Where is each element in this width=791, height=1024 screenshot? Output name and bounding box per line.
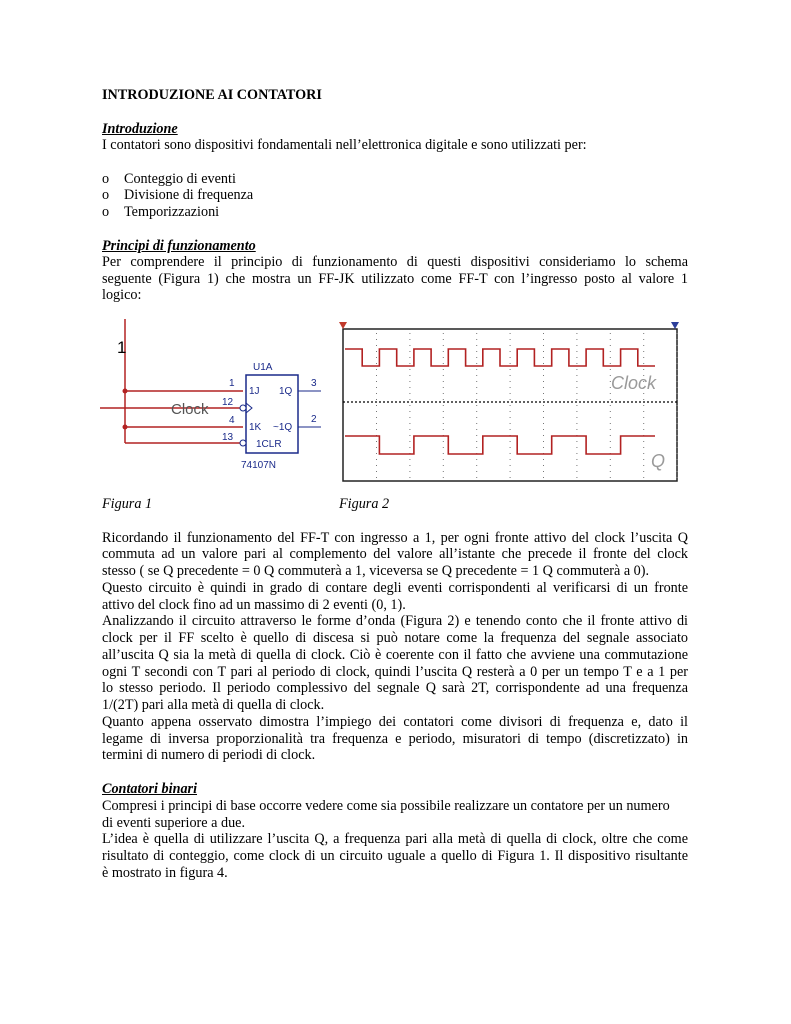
grid-dot: [409, 339, 410, 340]
grid-dot: [409, 459, 410, 460]
grid-dot: [476, 333, 477, 334]
grid-dot: [510, 429, 511, 430]
section-heading-principi: Principi di funzionamento: [102, 238, 256, 254]
grid-dot: [443, 459, 444, 460]
grid-dot: [677, 459, 678, 460]
grid-dot: [610, 411, 611, 412]
grid-dot: [409, 435, 410, 436]
left-marker-icon: [339, 322, 347, 329]
grid-dot: [677, 345, 678, 346]
paragraph-line: è mostrato in figura 4.: [102, 865, 228, 881]
chip-part-number: 74107N: [241, 460, 277, 471]
clr-bubble: [240, 440, 246, 446]
paragraph-line: L’idea è quella di utilizzare l’uscita Q, a frequenza pari alla metà di quella di clock, oltre che come: [102, 831, 688, 847]
grid-dot: [610, 423, 611, 424]
figure-2-waveforms: [337, 318, 685, 486]
grid-dot: [376, 465, 377, 466]
grid-dot: [443, 393, 444, 394]
grid-dot: [376, 387, 377, 388]
grid-dot: [510, 471, 511, 472]
grid-dot: [476, 357, 477, 358]
junction-dot: [123, 425, 128, 430]
grid-dot: [610, 477, 611, 478]
grid-dot: [443, 477, 444, 478]
grid-dot: [476, 387, 477, 388]
chip-designator: U1A: [253, 362, 273, 373]
grid-dot: [643, 393, 644, 394]
grid-dot: [543, 447, 544, 448]
grid-dot: [476, 423, 477, 424]
grid-dot: [576, 453, 577, 454]
grid-dot: [610, 339, 611, 340]
grid-dot: [543, 369, 544, 370]
paragraph-line: legame di inversa proporzionalità tra frequenza e periodo, misuratori di tempo (discretizzato) in: [102, 731, 688, 747]
grid-dot: [610, 369, 611, 370]
grid-dot: [643, 429, 644, 430]
grid-dot: [443, 471, 444, 472]
grid-dot: [376, 471, 377, 472]
grid-dot: [677, 351, 678, 352]
grid-dot: [576, 459, 577, 460]
grid-dot: [576, 345, 577, 346]
grid-dot: [476, 447, 477, 448]
pin-number-nq: 2: [311, 414, 317, 425]
paragraph-line: lo stesso periodo. Il periodo complessivo del segnale Q sarà 2T, corrispondente ad una frequenza: [102, 680, 688, 696]
grid-dot: [543, 405, 544, 406]
bullet-marker: o: [102, 171, 110, 187]
grid-dot: [677, 393, 678, 394]
grid-dot: [376, 369, 377, 370]
grid-dot: [677, 465, 678, 466]
grid-dot: [643, 465, 644, 466]
grid-dot: [677, 429, 678, 430]
paragraph-line: Ricordando il funzionamento del FF-T con ingresso a 1, per ogni fronte attivo del clock l’uscita Q: [102, 530, 688, 546]
grid-dot: [643, 345, 644, 346]
grid-dot: [576, 423, 577, 424]
grid-dot: [643, 477, 644, 478]
grid-dot: [443, 441, 444, 442]
paragraph-line: logico:: [102, 287, 142, 303]
grid-dot: [677, 435, 678, 436]
grid-dot: [643, 405, 644, 406]
pin-number-q: 3: [311, 378, 317, 389]
grid-dot: [576, 363, 577, 364]
grid-dot: [376, 411, 377, 412]
grid-dot: [376, 423, 377, 424]
grid-dot: [510, 333, 511, 334]
grid-dot: [476, 417, 477, 418]
grid-dot: [610, 393, 611, 394]
grid-dot: [443, 465, 444, 466]
grid-dot: [476, 435, 477, 436]
grid-dot: [610, 357, 611, 358]
right-marker-icon: [671, 322, 679, 329]
grid-dot: [643, 471, 644, 472]
grid-dot: [443, 411, 444, 412]
grid-dot: [443, 453, 444, 454]
paragraph-line: ogni T secondi con T pari al periodo di clock, quindi l’uscita Q resterà a 0 per un tempo T e a 1 per: [102, 664, 688, 680]
paragraph-line: Quanto appena osservato dimostra l’impiego dei contatori come divisori di frequenza e, dato il: [102, 714, 688, 730]
paragraph-line: Questo circuito è quindi in grado di contare degli eventi corrispondenti al verificarsi di un fronte: [102, 580, 688, 596]
grid-dot: [576, 333, 577, 334]
grid-dot: [543, 429, 544, 430]
grid-dot: [443, 417, 444, 418]
paragraph-line: seguente (Figura 1) che mostra un FF-JK utilizzato come FF-T con l’ingresso posto al valore 1: [102, 271, 688, 287]
grid-dot: [376, 363, 377, 364]
figure-1-schematic: [95, 315, 330, 480]
grid-dot: [543, 357, 544, 358]
grid-dot: [677, 423, 678, 424]
document-title: INTRODUZIONE AI CONTATORI: [102, 87, 322, 103]
grid-dot: [610, 363, 611, 364]
grid-dot: [376, 393, 377, 394]
grid-dot: [543, 417, 544, 418]
grid-dot: [476, 393, 477, 394]
grid-dot: [576, 399, 577, 400]
grid-dot: [409, 381, 410, 382]
grid-dot: [543, 465, 544, 466]
grid-dot: [510, 357, 511, 358]
grid-dot: [576, 351, 577, 352]
grid-dot: [409, 369, 410, 370]
grid-dot: [543, 459, 544, 460]
grid-dot: [510, 411, 511, 412]
grid-dot: [543, 399, 544, 400]
grid-dot: [543, 435, 544, 436]
grid-dot: [677, 375, 678, 376]
grid-dot: [543, 375, 544, 376]
grid-dot: [409, 477, 410, 478]
paragraph-line: attivo del clock fino ad un massimo di 2 eventi (0, 1).: [102, 597, 406, 613]
grid-dot: [543, 351, 544, 352]
grid-dot: [510, 477, 511, 478]
grid-dot: [610, 417, 611, 418]
list-item: o Conteggio di eventi: [102, 171, 236, 187]
grid-dot: [443, 357, 444, 358]
grid-dot: [443, 423, 444, 424]
grid-dot: [610, 345, 611, 346]
grid-dot: [677, 447, 678, 448]
grid-dot: [510, 339, 511, 340]
grid-dot: [576, 369, 577, 370]
paragraph-line: risultato di conteggio, come clock di un circuito uguale a quello di Figura 1. Il dispositivo risultante: [102, 848, 688, 864]
grid-dot: [643, 399, 644, 400]
grid-dot: [677, 477, 678, 478]
paragraph-line: Per comprendere il principio di funzionamento di questi dispositivi consideriamo lo schema: [102, 254, 688, 270]
grid-dot: [610, 459, 611, 460]
grid-dot: [576, 465, 577, 466]
grid-dot: [376, 417, 377, 418]
grid-dot: [510, 447, 511, 448]
grid-dot: [476, 459, 477, 460]
pin-label-1clr: 1CLR: [256, 439, 282, 450]
grid-dot: [677, 441, 678, 442]
grid-dot: [376, 375, 377, 376]
grid-dot: [677, 339, 678, 340]
grid-dot: [576, 387, 577, 388]
grid-dot: [443, 405, 444, 406]
grid-dot: [510, 465, 511, 466]
grid-dot: [510, 423, 511, 424]
grid-dot: [510, 453, 511, 454]
grid-dot: [409, 471, 410, 472]
grid-dot: [443, 351, 444, 352]
paragraph-line: termini di numero di periodi di clock.: [102, 747, 316, 763]
grid-dot: [543, 441, 544, 442]
grid-dot: [376, 381, 377, 382]
grid-dot: [576, 375, 577, 376]
grid-dot: [510, 387, 511, 388]
grid-dot: [610, 399, 611, 400]
grid-dot: [510, 399, 511, 400]
grid-dot: [610, 429, 611, 430]
grid-dot: [677, 357, 678, 358]
grid-dot: [476, 381, 477, 382]
pin-label-1k: 1K: [249, 422, 262, 433]
grid-dot: [476, 369, 477, 370]
grid-dot: [677, 471, 678, 472]
paragraph-line: di eventi superiore a due.: [102, 815, 246, 831]
grid-dot: [409, 363, 410, 364]
grid-dot: [576, 357, 577, 358]
q-trace-label: Q: [651, 451, 666, 471]
grid-dot: [510, 363, 511, 364]
pin-number-clk: 12: [222, 397, 234, 408]
grid-dot: [376, 453, 377, 454]
grid-dot: [543, 471, 544, 472]
grid-dot: [643, 333, 644, 334]
grid-dot: [643, 357, 644, 358]
grid-dot: [409, 357, 410, 358]
grid-dot: [376, 399, 377, 400]
list-item: o Divisione di frequenza: [102, 187, 254, 203]
grid-dot: [543, 381, 544, 382]
grid-dot: [443, 447, 444, 448]
grid-dot: [677, 387, 678, 388]
grid-dot: [576, 417, 577, 418]
grid-dot: [610, 405, 611, 406]
grid-dot: [677, 399, 678, 400]
grid-dot: [510, 381, 511, 382]
grid-dot: [409, 423, 410, 424]
grid-dot: [610, 471, 611, 472]
grid-dot: [610, 441, 611, 442]
grid-dot: [476, 339, 477, 340]
grid-dot: [443, 363, 444, 364]
grid-dot: [677, 417, 678, 418]
grid-dot: [610, 333, 611, 334]
grid-dot: [677, 369, 678, 370]
grid-dot: [476, 477, 477, 478]
paragraph-line: commuta ad un valore pari al complemento del valore all’istante che precede il fronte del clock: [102, 546, 688, 562]
grid-dot: [409, 417, 410, 418]
list-item: o Temporizzazioni: [102, 204, 220, 220]
grid-dot: [376, 459, 377, 460]
grid-dot: [409, 447, 410, 448]
grid-dot: [476, 375, 477, 376]
clock-bubble: [240, 405, 246, 411]
grid-dot: [476, 405, 477, 406]
grid-dot: [409, 345, 410, 346]
grid-dot: [443, 369, 444, 370]
grid-dot: [510, 375, 511, 376]
grid-dot: [409, 375, 410, 376]
grid-dot: [443, 339, 444, 340]
grid-dot: [510, 441, 511, 442]
grid-dot: [576, 411, 577, 412]
grid-dot: [443, 381, 444, 382]
grid-dot: [543, 333, 544, 334]
grid-dot: [409, 333, 410, 334]
grid-dot: [443, 375, 444, 376]
paragraph-line: clock per il FF scelto è quello di discesa si può notare come la frequenza del segnale associato: [102, 630, 688, 646]
grid-dot: [543, 411, 544, 412]
grid-dot: [643, 459, 644, 460]
grid-dot: [476, 399, 477, 400]
grid-dot: [643, 411, 644, 412]
grid-dot: [643, 417, 644, 418]
section-heading-introduzione: Introduzione: [102, 121, 178, 137]
grid-dot: [677, 453, 678, 454]
grid-dot: [476, 345, 477, 346]
grid-dot: [510, 405, 511, 406]
grid-dot: [409, 465, 410, 466]
grid-dot: [443, 345, 444, 346]
grid-dot: [443, 333, 444, 334]
grid-dot: [510, 345, 511, 346]
paragraph-line: Analizzando il circuito attraverso le forme d’onda (Figura 2) e tenendo conto che il fronte attivo di: [102, 613, 688, 629]
grid-dot: [443, 399, 444, 400]
figure-2-caption: Figura 2: [339, 496, 390, 512]
grid-dot: [610, 351, 611, 352]
pin-label-not-1q: ~1Q: [273, 422, 293, 433]
junction-dot: [123, 389, 128, 394]
grid-dot: [376, 333, 377, 334]
grid-dot: [376, 441, 377, 442]
bullet-marker: o: [102, 204, 110, 220]
grid-dot: [376, 345, 377, 346]
paragraph-line: 1/(2T) pari alla metà di quella di clock.: [102, 697, 325, 713]
figure-1-caption: Figura 1: [102, 496, 153, 512]
section-heading-contatori-binari: Contatori binari: [102, 781, 198, 797]
grid-dot: [510, 351, 511, 352]
grid-dot: [643, 363, 644, 364]
grid-dot: [376, 351, 377, 352]
grid-dot: [643, 447, 644, 448]
grid-dot: [476, 441, 477, 442]
grid-dot: [376, 429, 377, 430]
grid-dot: [677, 411, 678, 412]
grid-dot: [576, 381, 577, 382]
pin-number-k: 4: [229, 415, 235, 426]
grid-dot: [677, 381, 678, 382]
pin-number-clr: 13: [222, 432, 234, 443]
grid-dot: [576, 441, 577, 442]
grid-dot: [510, 369, 511, 370]
grid-dot: [476, 351, 477, 352]
logic-one-label: 1: [117, 338, 127, 357]
paragraph-line: Compresi i principi di base occorre vedere come sia possibile realizzare un contatore per un numero: [102, 798, 670, 814]
grid-dot: [476, 363, 477, 364]
grid-dot: [576, 447, 577, 448]
grid-dot: [677, 333, 678, 334]
paragraph-line: all’uscita Q sia la metà di quella di clock. Ciò è coerente con il fatto che avviene una commutazione: [102, 647, 688, 663]
grid-dot: [643, 453, 644, 454]
grid-dot: [576, 471, 577, 472]
grid-dot: [476, 465, 477, 466]
pin-label-1q: 1Q: [279, 386, 293, 397]
grid-dot: [543, 477, 544, 478]
grid-dot: [376, 447, 377, 448]
pin-label-1j: 1J: [249, 386, 260, 397]
grid-dot: [376, 357, 377, 358]
grid-dot: [643, 339, 644, 340]
grid-dot: [576, 405, 577, 406]
paragraph-line: stesso ( se Q precedente = 0 Q commuterà a 1, viceversa se Q precedente = 1 Q commuterà a 0).: [102, 563, 650, 579]
grid-dot: [409, 405, 410, 406]
grid-dot: [643, 369, 644, 370]
grid-dot: [476, 471, 477, 472]
grid-dot: [610, 465, 611, 466]
grid-dot: [643, 423, 644, 424]
grid-dot: [409, 399, 410, 400]
grid-dot: [409, 429, 410, 430]
grid-dot: [543, 345, 544, 346]
grid-dot: [677, 363, 678, 364]
bullet-marker: o: [102, 187, 110, 203]
grid-dot: [543, 363, 544, 364]
grid-dot: [510, 417, 511, 418]
pin-number-j: 1: [229, 378, 235, 389]
grid-dot: [476, 429, 477, 430]
clock-trace-label: Clock: [611, 373, 657, 393]
intro-text: I contatori sono dispositivi fondamentali nell’elettronica digitale e sono utilizzati per:: [102, 137, 587, 153]
grid-dot: [409, 411, 410, 412]
grid-dot: [510, 393, 511, 394]
grid-dot: [376, 477, 377, 478]
grid-dot: [643, 351, 644, 352]
grid-dot: [376, 339, 377, 340]
grid-dot: [576, 429, 577, 430]
grid-dot: [510, 459, 511, 460]
grid-dot: [576, 477, 577, 478]
grid-dot: [443, 429, 444, 430]
grid-dot: [543, 339, 544, 340]
grid-dot: [576, 339, 577, 340]
grid-dot: [643, 441, 644, 442]
grid-dot: [476, 411, 477, 412]
grid-dot: [543, 393, 544, 394]
grid-dot: [409, 393, 410, 394]
grid-dot: [610, 447, 611, 448]
grid-dot: [610, 435, 611, 436]
grid-dot: [409, 351, 410, 352]
grid-dot: [543, 423, 544, 424]
grid-dot: [543, 387, 544, 388]
grid-dot: [576, 393, 577, 394]
grid-dot: [677, 405, 678, 406]
grid-dot: [409, 441, 410, 442]
clock-input-label: Clock: [171, 401, 209, 418]
grid-dot: [376, 405, 377, 406]
grid-dot: [409, 387, 410, 388]
grid-dot: [443, 387, 444, 388]
